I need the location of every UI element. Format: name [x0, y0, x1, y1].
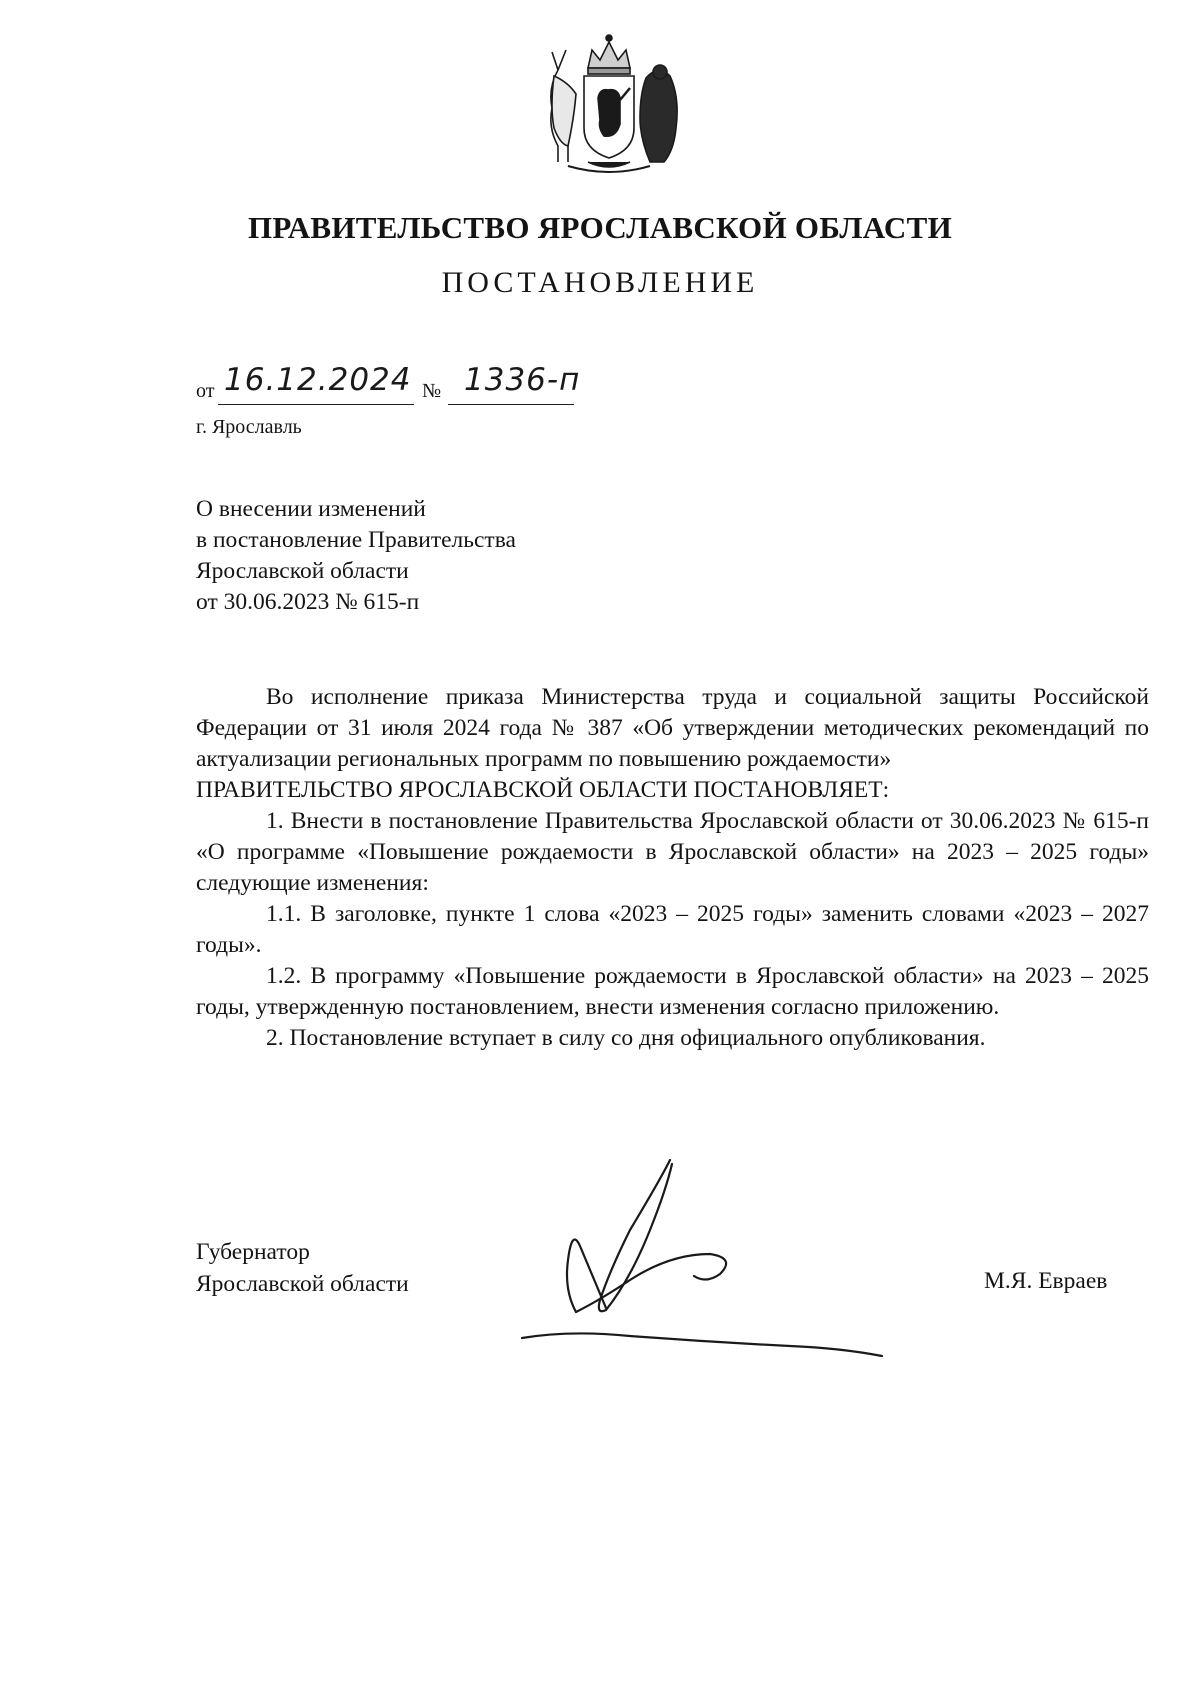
- item-1-1-paragraph: 1.1. В заголовке, пункте 1 слова «2023 – 2025 годы» заменить словами «2023 – 2027 годы».: [196, 901, 1149, 958]
- signatory-name: М.Я. Евраев: [984, 1268, 1108, 1294]
- handwritten-signature: [510, 1150, 950, 1370]
- document-date: 16.12.2024: [224, 362, 412, 398]
- document-type: ПОСТАНОВЛЕНИЕ: [441, 266, 759, 299]
- organization-name: ПРАВИТЕЛЬСТВО ЯРОСЛАВСКОЙ ОБЛАСТИ: [248, 210, 952, 245]
- subject-line: в постановление Правительства: [196, 527, 516, 553]
- position-line: Губернатор: [196, 1239, 310, 1265]
- date-underline: [218, 404, 414, 405]
- document-body: [196, 682, 1149, 1054]
- item-1-2-paragraph: 1.2. В программу «Повышение рождаемости в Ярославской области» на 2023 – 2025 годы, утвержденную постановлением, внести изменения согласно приложению.: [196, 963, 1149, 1020]
- item-1-paragraph: 1. Внести в постановление Правительства Ярославской области от 30.06.2023 № 615-п «О программе «Повышение рождаемости в Ярославской области» на 2023 – 2025 годы» следующие изменения:: [196, 808, 1149, 896]
- registration-line: [196, 362, 636, 408]
- date-from-label: от: [196, 380, 215, 402]
- document-number: 1336-п: [464, 362, 581, 398]
- subject-line: О внесении изменений: [196, 496, 426, 522]
- preamble-paragraph: Во исполнение приказа Министерства труда и социальной защиты Российской Федерации от 31 июля 2024 года № 387 «Об утверждении методических рекомендаций по актуализации региональных программ по повышению рождаемости»: [196, 684, 1149, 772]
- document-subject: [196, 494, 516, 618]
- coat-of-arms-emblem: [528, 28, 690, 178]
- subject-line: Ярославской области: [196, 558, 409, 584]
- city: г. Ярославль: [196, 416, 302, 438]
- number-label: №: [422, 380, 442, 402]
- subject-line: от 30.06.2023 № 615-п: [196, 589, 420, 615]
- position-line: Ярославской области: [196, 1271, 409, 1297]
- signatory-position: [196, 1236, 409, 1300]
- number-underline: [448, 404, 574, 405]
- item-2-paragraph: 2. Постановление вступает в силу со дня официального опубликования.: [266, 1025, 986, 1051]
- resolves-line: ПРАВИТЕЛЬСТВО ЯРОСЛАВСКОЙ ОБЛАСТИ ПОСТАНОВЛЯЕТ:: [196, 777, 890, 803]
